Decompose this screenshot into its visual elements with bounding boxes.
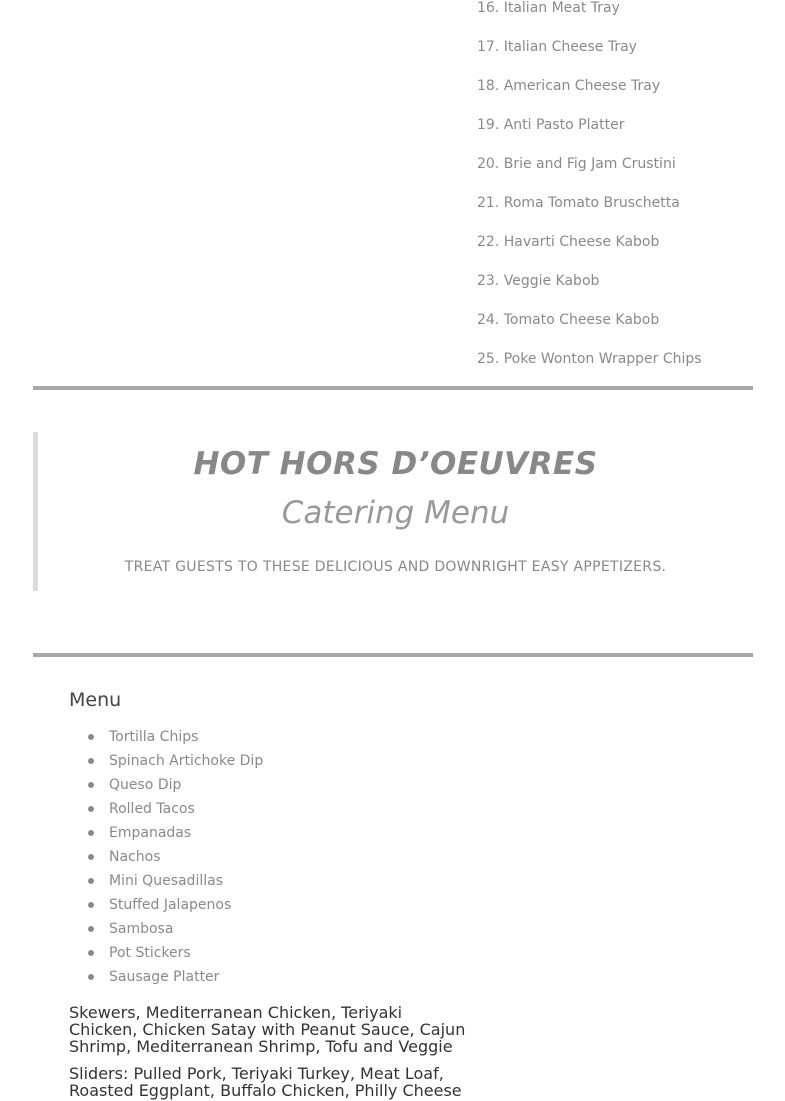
section-title: HOT HORS D’OEUVRES: [193, 446, 598, 482]
list-item-label: Empanadas: [109, 825, 192, 841]
list-item: [109, 917, 263, 941]
section-subtitle: Catering Menu: [281, 495, 510, 531]
list-item: [109, 869, 263, 893]
bullet-icon: [88, 806, 94, 812]
bullet-icon: [88, 974, 94, 980]
section-divider: [33, 653, 753, 657]
list-item: 24. Tomato Cheese Kabob: [477, 312, 660, 328]
section-divider: [33, 386, 753, 390]
bullet-icon: [88, 878, 94, 884]
list-item: 16. Italian Meat Tray: [477, 0, 620, 16]
list-item-label: Pot Stickers: [109, 945, 191, 961]
list-item-label: Spinach Artichoke Dip: [109, 753, 264, 769]
section-header: [33, 432, 753, 591]
list-item: 17. Italian Cheese Tray: [477, 39, 637, 55]
skewers-paragraph: Skewers, Mediterranean Chicken, Teriyaki Chicken, Chicken Satay with Peanut Sauce, Cajun Shrimp, Mediterranean Shrimp, Tofu and Veggie: [69, 1003, 466, 1056]
list-item: 19. Anti Pasto Platter: [477, 117, 625, 133]
bullet-icon: [88, 926, 94, 932]
list-item: [109, 749, 263, 773]
list-item: 25. Poke Wonton Wrapper Chips: [477, 351, 702, 367]
bullet-icon: [88, 854, 94, 860]
bullet-icon: [88, 830, 94, 836]
bullet-icon: [88, 734, 94, 740]
bullet-icon: [88, 950, 94, 956]
list-item-label: Sambosa: [109, 921, 174, 937]
list-item-label: Sausage Platter: [109, 969, 220, 985]
list-item: [109, 797, 263, 821]
list-item: [109, 773, 263, 797]
list-item: [109, 941, 263, 965]
list-item-label: Mini Quesadillas: [109, 873, 223, 889]
sliders-paragraph: Sliders: Pulled Pork, Teriyaki Turkey, Meat Loaf, Roasted Eggplant, Buffalo Chicken, Philly Cheese: [69, 1064, 462, 1100]
list-item-label: Stuffed Jalapenos: [109, 897, 232, 913]
list-item-label: Nachos: [109, 849, 161, 865]
section-tagline: TREAT GUESTS TO THESE DELICIOUS AND DOWNRIGHT EASY APPETIZERS.: [124, 559, 667, 575]
list-item: 22. Havarti Cheese Kabob: [477, 234, 660, 250]
list-item: 23. Veggie Kabob: [477, 273, 600, 289]
list-item: [109, 821, 263, 845]
bullet-icon: [88, 902, 94, 908]
list-item-label: Rolled Tacos: [109, 801, 195, 817]
list-item: 18. American Cheese Tray: [477, 78, 661, 94]
list-item: [109, 893, 263, 917]
list-item: 20. Brie and Fig Jam Crustini: [477, 156, 676, 172]
list-item-label: Tortilla Chips: [109, 729, 199, 745]
list-item: 21. Roma Tomato Bruschetta: [477, 195, 680, 211]
list-item: [109, 845, 263, 869]
list-item-label: Queso Dip: [109, 777, 182, 793]
cold-appetizer-list: [477, 0, 702, 382]
hot-appetizer-list: [109, 725, 263, 989]
bullet-icon: [88, 758, 94, 764]
list-item: [109, 725, 263, 749]
list-item: [109, 965, 263, 989]
menu-heading: Menu: [69, 689, 122, 711]
bullet-icon: [88, 782, 94, 788]
